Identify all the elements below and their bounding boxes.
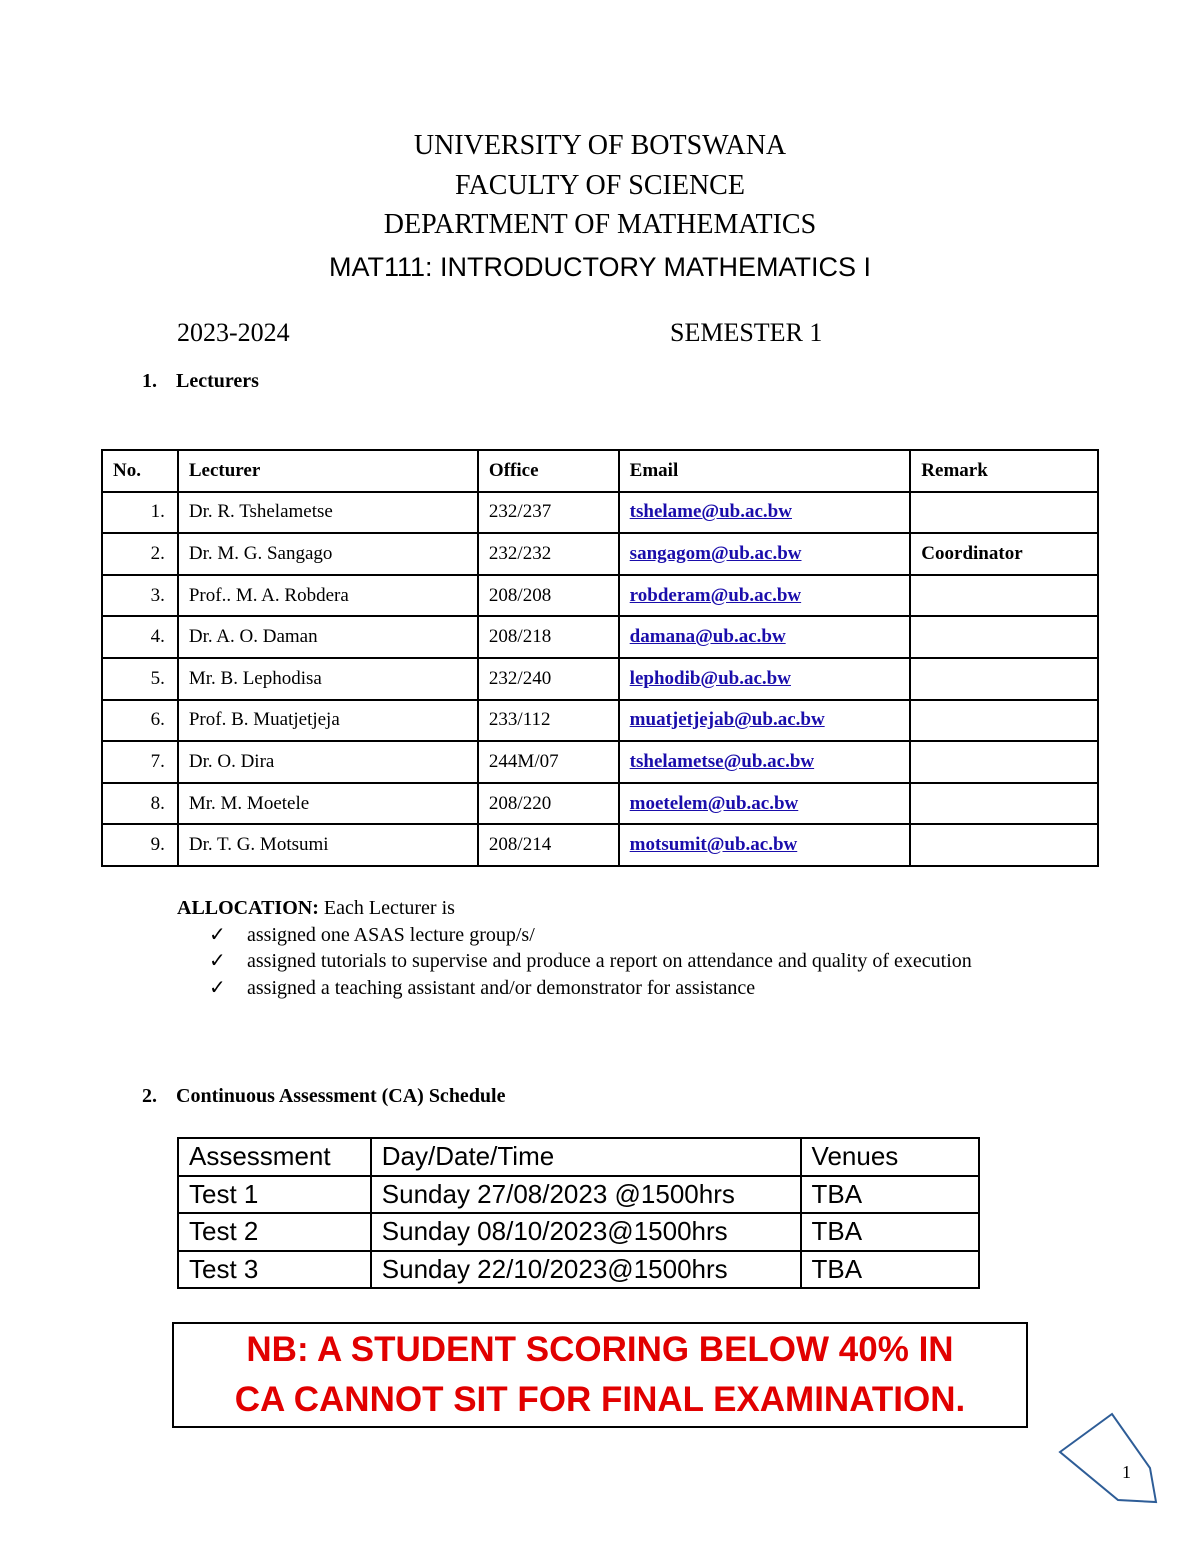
remark bbox=[910, 575, 1098, 617]
table-row bbox=[102, 533, 1098, 575]
checkmark-icon: ✓ bbox=[209, 950, 226, 972]
allocation-item-text: assigned tutorials to supervise and produce a report on attendance and quality of execution bbox=[247, 950, 972, 972]
semester-label: SEMESTER 1 bbox=[670, 318, 823, 347]
list-item bbox=[209, 975, 1007, 1002]
lecturer-name: Prof. B. Muatjetjeja bbox=[178, 700, 478, 742]
header-lecturer: Lecturer bbox=[178, 450, 478, 492]
lecturer-name: Dr. M. G. Sangago bbox=[178, 533, 478, 575]
office: 232/237 bbox=[478, 492, 619, 534]
header-email: Email bbox=[619, 450, 911, 492]
allocation-intro bbox=[177, 895, 1007, 922]
table-header-row bbox=[178, 1138, 979, 1176]
row-number: 8. bbox=[102, 783, 178, 825]
assessment-datetime: Sunday 22/10/2023@1500hrs bbox=[371, 1251, 801, 1289]
email-link[interactable]: damana@ub.ac.bw bbox=[629, 626, 786, 648]
header-remark: Remark bbox=[910, 450, 1098, 492]
lecturer-name: Prof.. M. A. Robdera bbox=[178, 575, 478, 617]
checkmark-icon: ✓ bbox=[209, 976, 226, 999]
header-office: Office bbox=[478, 450, 619, 492]
office: 208/220 bbox=[478, 783, 619, 825]
ca-schedule-table bbox=[177, 1137, 980, 1289]
allocation-item-text: assigned a teaching assistant and/or demonstrator for assistance bbox=[247, 976, 756, 999]
assessment-venue: TBA bbox=[801, 1176, 979, 1214]
table-row bbox=[102, 741, 1098, 783]
notice-line-1: NB: A STUDENT SCORING BELOW 40% IN bbox=[246, 1330, 954, 1369]
row-number: 6. bbox=[102, 700, 178, 742]
assessment-venue: TBA bbox=[801, 1251, 979, 1289]
lecturer-name: Dr. T. G. Motsumi bbox=[178, 824, 478, 866]
remark bbox=[910, 783, 1098, 825]
row-number: 5. bbox=[102, 658, 178, 700]
remark: Coordinator bbox=[910, 533, 1098, 575]
allocation-label: ALLOCATION: bbox=[177, 897, 319, 919]
row-number: 4. bbox=[102, 616, 178, 658]
lecturer-name: Mr. B. Lephodisa bbox=[178, 658, 478, 700]
table-row bbox=[102, 616, 1098, 658]
lecturer-name: Dr. R. Tshelametse bbox=[178, 492, 478, 534]
list-item bbox=[209, 922, 1007, 949]
page-number: 1 bbox=[1122, 1462, 1131, 1482]
notice-line-2: CA CANNOT SIT FOR FINAL EXAMINATION. bbox=[234, 1380, 966, 1419]
list-item bbox=[209, 948, 1007, 975]
table-row bbox=[178, 1176, 979, 1214]
table-row bbox=[102, 700, 1098, 742]
faculty-title: FACULTY OF SCIENCE bbox=[455, 170, 745, 201]
office: 244M/07 bbox=[478, 741, 619, 783]
office: 233/112 bbox=[478, 700, 619, 742]
lecturer-name: Mr. M. Moetele bbox=[178, 783, 478, 825]
course-title: MAT111: INTRODUCTORY MATHEMATICS I bbox=[328, 252, 872, 282]
row-number: 7. bbox=[102, 741, 178, 783]
assessment-venue: TBA bbox=[801, 1213, 979, 1251]
header-day-date-time: Day/Date/Time bbox=[371, 1138, 801, 1176]
row-number: 2. bbox=[102, 533, 178, 575]
table-header-row bbox=[102, 450, 1098, 492]
remark bbox=[910, 741, 1098, 783]
assessment-name: Test 2 bbox=[178, 1213, 371, 1251]
row-number: 1. bbox=[102, 492, 178, 534]
allocation-item-text: assigned one ASAS lecture group/s/ bbox=[247, 923, 535, 946]
lecturer-name: Dr. A. O. Daman bbox=[178, 616, 478, 658]
lecturers-table bbox=[101, 449, 1099, 867]
section-2-number: 2. bbox=[142, 1085, 157, 1107]
table-row bbox=[102, 658, 1098, 700]
email-link[interactable]: sangagom@ub.ac.bw bbox=[629, 542, 802, 564]
remark bbox=[910, 658, 1098, 700]
email-link[interactable]: motsumit@ub.ac.bw bbox=[629, 834, 798, 856]
office: 208/214 bbox=[478, 824, 619, 866]
remark bbox=[910, 824, 1098, 866]
email-link[interactable]: tshelametse@ub.ac.bw bbox=[629, 750, 815, 772]
section-1-heading bbox=[142, 370, 259, 393]
university-title: UNIVERSITY OF BOTSWANA bbox=[413, 130, 787, 161]
checkmark-icon: ✓ bbox=[209, 923, 226, 946]
table-row bbox=[178, 1251, 979, 1289]
header-assessment: Assessment bbox=[178, 1138, 371, 1176]
allocation-list bbox=[177, 922, 1007, 1002]
allocation-intro-text: Each Lecturer is bbox=[318, 897, 455, 919]
assessment-name: Test 3 bbox=[178, 1251, 371, 1289]
header-venues: Venues bbox=[801, 1138, 979, 1176]
section-1-title: Lecturers bbox=[176, 370, 259, 392]
email-link[interactable]: robderam@ub.ac.bw bbox=[629, 584, 802, 606]
email-link[interactable]: tshelame@ub.ac.bw bbox=[629, 501, 792, 523]
office: 208/208 bbox=[478, 575, 619, 617]
department-title: DEPARTMENT OF MATHEMATICS bbox=[383, 209, 817, 240]
academic-year: 2023-2024 bbox=[177, 318, 290, 347]
email-link[interactable]: lephodib@ub.ac.bw bbox=[629, 667, 791, 689]
ca-notice-box bbox=[172, 1322, 1028, 1428]
assessment-datetime: Sunday 08/10/2023@1500hrs bbox=[371, 1213, 801, 1251]
table-row bbox=[178, 1213, 979, 1251]
assessment-name: Test 1 bbox=[178, 1176, 371, 1214]
page-number-badge bbox=[1056, 1412, 1160, 1512]
lecturer-name: Dr. O. Dira bbox=[178, 741, 478, 783]
table-row bbox=[102, 783, 1098, 825]
office: 208/218 bbox=[478, 616, 619, 658]
remark bbox=[910, 700, 1098, 742]
allocation-block bbox=[177, 895, 1007, 1001]
table-row bbox=[102, 824, 1098, 866]
email-link[interactable]: muatjetjejab@ub.ac.bw bbox=[629, 709, 825, 731]
row-number: 9. bbox=[102, 824, 178, 866]
remark bbox=[910, 492, 1098, 534]
assessment-datetime: Sunday 27/08/2023 @1500hrs bbox=[371, 1176, 801, 1214]
office: 232/232 bbox=[478, 533, 619, 575]
office: 232/240 bbox=[478, 658, 619, 700]
section-2-heading bbox=[142, 1085, 506, 1108]
section-2-title: Continuous Assessment (CA) Schedule bbox=[176, 1085, 506, 1107]
table-row bbox=[102, 575, 1098, 617]
section-1-number: 1. bbox=[142, 370, 157, 392]
remark bbox=[910, 616, 1098, 658]
table-row bbox=[102, 492, 1098, 534]
row-number: 3. bbox=[102, 575, 178, 617]
email-link[interactable]: moetelem@ub.ac.bw bbox=[629, 792, 799, 814]
header-no: No. bbox=[102, 450, 178, 492]
